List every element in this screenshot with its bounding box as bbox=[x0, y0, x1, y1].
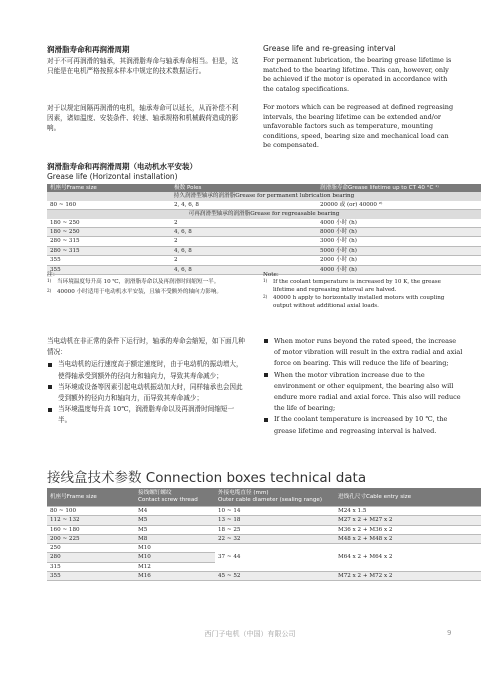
cell-diameter: 45 ~ 52 bbox=[215, 572, 335, 581]
cell-frame: 180 ~ 250 bbox=[47, 228, 171, 237]
table-row bbox=[47, 572, 481, 581]
note-text: If the coolant temperature is increased by 10 K, the grease lifetime and regreasing interval are halved. bbox=[273, 279, 441, 293]
bullet-square-icon bbox=[48, 385, 52, 389]
bullet-text: When motor runs beyond the rated speed, the increase of motor vibration will result in the extra radial and axial force on bearing. This will reduce the life of bearing; bbox=[274, 337, 463, 368]
cell-frame: 200 ~ 225 bbox=[47, 534, 135, 543]
cell-screw: M12 bbox=[135, 562, 215, 571]
note-text: 40000 h apply to horizontally installed motors with coupling output without additional axial loads. bbox=[273, 295, 445, 309]
section-permanent-lubrication: 持久润滑型轴承的润滑脂Grease for permanent lubrication bearing bbox=[47, 192, 481, 200]
cell-frame: 180 ~ 250 bbox=[47, 219, 171, 228]
cell-frame: 355 bbox=[47, 256, 171, 265]
note-cn-1 bbox=[47, 279, 247, 286]
grease-table-title-cn: 润滑脂寿命和再润滑周期（电动机水平安装） bbox=[47, 162, 197, 171]
header-text-cn: 外接电缆直径 (mm) bbox=[218, 490, 269, 496]
bullets-intro-cn: 当电动机在非正常的条件下运行时，轴承的寿命会缩短，如下面几种情况： bbox=[47, 337, 245, 357]
bullet-text: 当环境或设备等因素引起电动机振动加大时，同样轴承也会因此受到额外的径向力和轴向力，而导致其寿命减少； bbox=[58, 382, 243, 403]
bullet-text: 当电动机的运行速度高于额定速度时，由于电动机的振动增大，使得轴承受到额外的径向力和轴向力，导致其寿命减少； bbox=[58, 360, 243, 380]
cell-frame: 280 bbox=[47, 553, 135, 562]
note-mark: 1) bbox=[263, 278, 268, 284]
cell-diameter: 22 ~ 32 bbox=[215, 534, 335, 543]
section-regreasable: 可再润滑型轴承的润滑脂Grease for regreasable bearing bbox=[47, 210, 481, 219]
table-row bbox=[47, 534, 481, 543]
note-text: 40000 小时适用于电动机水平安装，且轴不受额外的轴向力影响。 bbox=[57, 288, 223, 295]
note-en-1 bbox=[263, 279, 459, 294]
section-title-cn: 润滑脂寿命和再润滑周期 bbox=[47, 45, 130, 54]
cell-frame: 80 ~ 100 bbox=[47, 507, 135, 516]
connection-boxes-title: 接线盒技术参数 Connection boxes technical data bbox=[47, 470, 367, 486]
bullet-square-icon bbox=[48, 363, 52, 367]
cell-poles: 2 bbox=[171, 256, 317, 265]
cell-frame: 355 bbox=[47, 265, 171, 274]
paragraph-cn-1: 对于不可再润滑的轴承，其润滑脂寿命与轴承寿命相当。但是，这只能是在电机严格按照本样本中规定的技术数据运行。 bbox=[47, 57, 239, 76]
bullet-item-en bbox=[263, 414, 463, 436]
cell-life: 3000 小时 (h) bbox=[317, 237, 481, 246]
bullet-square-icon bbox=[48, 408, 52, 412]
bullet-item-cn bbox=[47, 404, 247, 426]
bullet-item-cn bbox=[47, 359, 247, 381]
note-text: 当环境温度每升高 10 ℃，润滑脂寿命以及再润滑时间缩短一半。 bbox=[57, 279, 220, 286]
grease-life-table bbox=[47, 184, 481, 275]
bullet-text: When the motor vibration increase due to the environment or other equipment, the bearing also will endure more radial and axial force. This also will reduce the life of bearing; bbox=[274, 370, 461, 413]
cell-life: 5000 小时 (h) bbox=[317, 246, 481, 255]
table-section-row bbox=[47, 192, 481, 200]
table-row bbox=[47, 219, 481, 228]
notes-cn bbox=[47, 272, 247, 296]
cell-entry: M72 x 2 + M72 x 2 bbox=[335, 572, 481, 581]
header-cable-entry bbox=[335, 488, 481, 507]
cell-entry-merged: M64 x 2 + M64 x 2 bbox=[335, 544, 481, 572]
header-cable-diameter bbox=[215, 488, 335, 507]
cell-life: 8000 小时 (h) bbox=[317, 228, 481, 237]
cell-frame: 112 ~ 132 bbox=[47, 516, 135, 525]
cell-diameter: 10 ~ 14 bbox=[215, 507, 335, 516]
bullets-en bbox=[263, 336, 463, 437]
bullet-item-cn bbox=[47, 382, 247, 404]
bullet-text: If the coolant temperature is increased by 10 ℃, the grease lifetime and regreasing interval is halved. bbox=[274, 415, 448, 435]
bullet-square-icon bbox=[264, 339, 268, 343]
paragraph-en-1: For permanent lubrication, the bearing grease lifetime is matched to the bearing lifetime. This can, however, only be achieved if the motor is operated in accordance with the catalog specifications. bbox=[263, 56, 452, 93]
cell-diameter-merged: 37 ~ 44 bbox=[215, 544, 335, 572]
cell-entry: M27 x 2 + M27 x 2 bbox=[335, 516, 481, 525]
section-title-en: Grease life and re-greasing interval bbox=[263, 44, 396, 53]
header-text-en: Outer cable diameter (sealing range) bbox=[218, 497, 323, 503]
cell-poles: 4, 6, 8 bbox=[171, 228, 317, 237]
cell-frame: 315 bbox=[47, 562, 135, 571]
cell-frame: 280 ~ 315 bbox=[47, 237, 171, 246]
cell-poles: 2 bbox=[171, 237, 317, 246]
bullet-square-icon bbox=[264, 373, 268, 377]
cell-diameter: 18 ~ 25 bbox=[215, 525, 335, 534]
cell-life: 4000 小时 (h) bbox=[317, 219, 481, 228]
cell-frame: 355 bbox=[47, 572, 135, 581]
bullet-square-icon bbox=[264, 418, 268, 422]
header-contact-screw bbox=[135, 488, 215, 507]
table-row bbox=[47, 201, 481, 210]
cell-life: 4000 小时 (h) bbox=[317, 265, 481, 274]
cell-frame: 80 ~ 160 bbox=[47, 201, 171, 210]
bullet-item-en bbox=[263, 336, 463, 370]
note-mark: 2) bbox=[47, 287, 52, 293]
note-cn-2 bbox=[47, 289, 247, 296]
paragraph-cn-2: 对于以规定间隔再润滑的电机，轴承寿命可以延长，从而补偿不利因素，诸如温度、安装条件、转速、轴承规格和机械载荷造成的影响。 bbox=[47, 104, 239, 133]
notes-title-en: Note: bbox=[263, 272, 279, 278]
cell-life: 20000 或 (or) 40000 ²⁾ bbox=[317, 201, 481, 210]
cell-life: 2000 小时 (h) bbox=[317, 256, 481, 265]
note-mark: 1) bbox=[47, 278, 52, 284]
cell-screw: M5 bbox=[135, 525, 215, 534]
header-text-cn: 接线螺钉螺纹 bbox=[138, 490, 172, 496]
bullets-cn bbox=[47, 336, 247, 427]
header-poles: 极数 Poles bbox=[171, 184, 317, 192]
page-number: 9 bbox=[447, 629, 452, 637]
cell-poles: 2, 4, 6, 8 bbox=[171, 201, 317, 210]
cell-diameter: 13 ~ 18 bbox=[215, 516, 335, 525]
header-frame-size: 机座号Frame size bbox=[47, 184, 171, 192]
cell-screw: M8 bbox=[135, 534, 215, 543]
cell-screw: M4 bbox=[135, 507, 215, 516]
header-frame-size bbox=[47, 488, 135, 507]
notes-en bbox=[263, 272, 459, 310]
table-section-row bbox=[47, 210, 481, 219]
cell-frame: 160 ~ 180 bbox=[47, 525, 135, 534]
table-row bbox=[47, 256, 481, 265]
table-row bbox=[47, 237, 481, 246]
note-mark: 2) bbox=[263, 294, 268, 300]
notes-title-cn: 注： bbox=[47, 272, 59, 278]
cell-poles: 4, 6, 8 bbox=[171, 265, 317, 274]
cell-poles: 4, 6, 8 bbox=[171, 246, 317, 255]
connection-boxes-table bbox=[47, 488, 481, 581]
cell-poles: 2 bbox=[171, 219, 317, 228]
cell-entry: M36 x 2 + M36 x 2 bbox=[335, 525, 481, 534]
cell-entry: M48 x 2 + M48 x 2 bbox=[335, 534, 481, 543]
header-text: 进线孔尺寸Cable entry size bbox=[338, 493, 412, 500]
table-row bbox=[47, 228, 481, 237]
header-text-en: Contact screw thread bbox=[138, 497, 198, 503]
cell-screw: M16 bbox=[135, 572, 215, 581]
footer-company: 西门子电机（中国）有限公司 bbox=[204, 630, 296, 638]
table-row bbox=[47, 246, 481, 255]
table-row bbox=[47, 507, 481, 516]
cell-frame: 250 bbox=[47, 544, 135, 553]
cell-screw: M10 bbox=[135, 553, 215, 562]
grease-table-title-en: Grease life (Horizontal installation) bbox=[47, 172, 178, 181]
table-header-row bbox=[47, 488, 481, 507]
cell-entry: M24 x 1.5 bbox=[335, 507, 481, 516]
cell-frame: 280 ~ 315 bbox=[47, 246, 171, 255]
cell-screw: M10 bbox=[135, 544, 215, 553]
table-row bbox=[47, 516, 481, 525]
header-text: 机座号Frame size bbox=[50, 493, 97, 500]
bullet-item-en bbox=[263, 370, 463, 415]
table-header-row bbox=[47, 184, 481, 192]
note-en-2 bbox=[263, 295, 459, 310]
table-row bbox=[47, 544, 481, 553]
bullet-text: 当环境温度每升高 10℃，润滑脂寿命以及再润滑时间缩短一半。 bbox=[58, 405, 235, 425]
paragraph-en-2: For motors which can be regreased at defined regreasing intervals, the bearing lifetime can be extended and/or unfavorable factors such as temperature, mounting conditions, speed, bearing size and mechanical load can be compensated. bbox=[263, 103, 454, 150]
table-row bbox=[47, 525, 481, 534]
cell-screw: M5 bbox=[135, 516, 215, 525]
header-grease-lifetime: 润滑脂寿命Grease lifetime up to CT 40 °C ¹⁾ bbox=[317, 184, 481, 192]
